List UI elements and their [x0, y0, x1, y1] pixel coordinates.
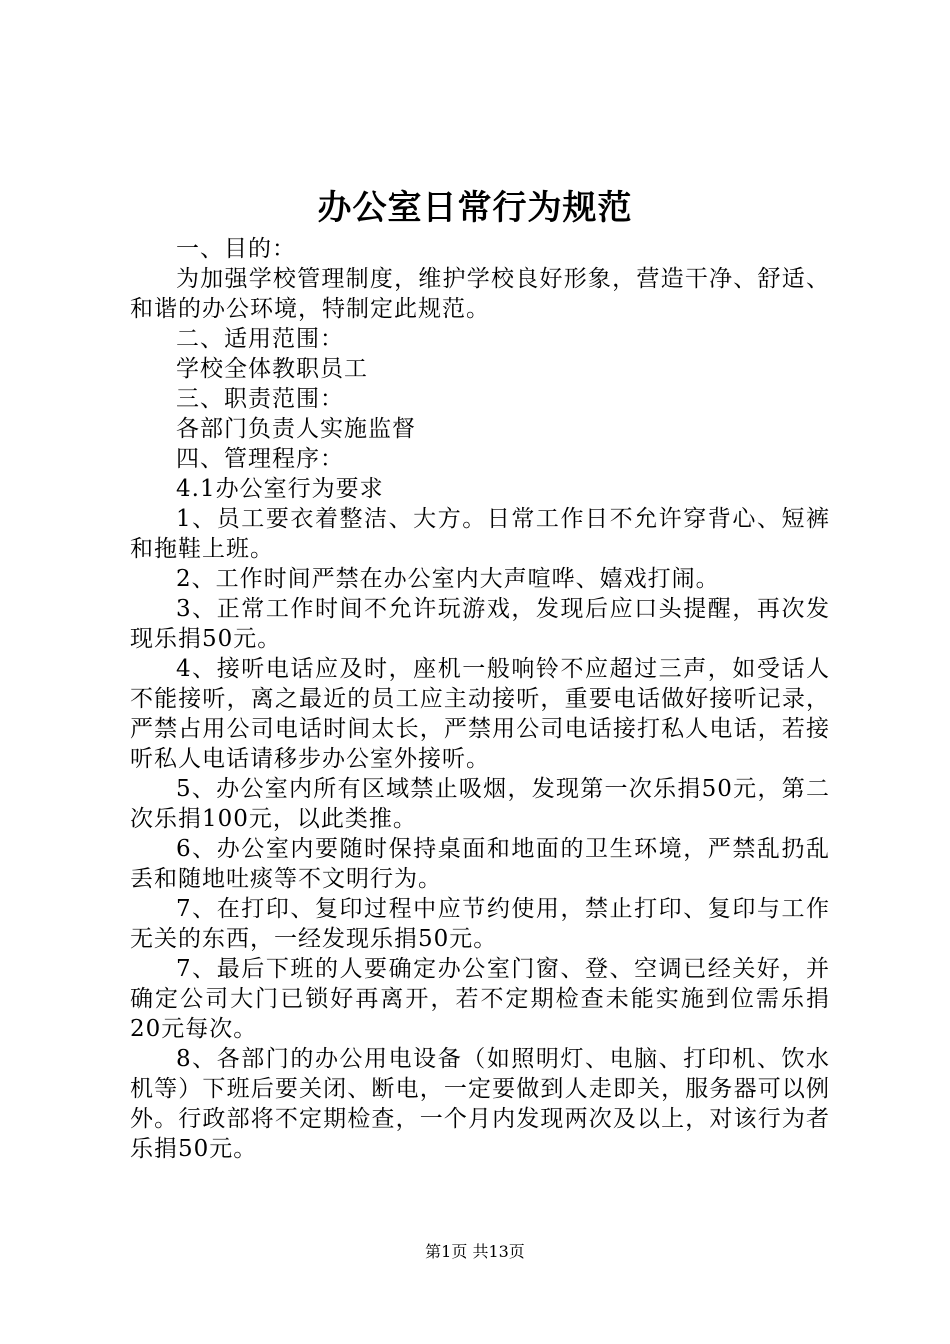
document-title: 办公室日常行为规范 [317, 188, 633, 228]
rule-item: 2、工作时间严禁在办公室内大声喧哗、嬉戏打闹。 [176, 566, 720, 592]
subsection-heading-office-behavior: 4.1办公室行为要求 [176, 476, 384, 502]
rule-item: 1、员工要衣着整洁、大方。日常工作日不允许穿背心、短裤和拖鞋上班。 [130, 506, 830, 562]
rule-item: 8、各部门的办公用电设备（如照明灯、电脑、打印机、饮水机等）下班后要关闭、断电，一定要做到人走即关，服务器可以例外。行政部将不定期检查，一个月内发现两次及以上，对该行为者乐捐50元。 [130, 1046, 830, 1162]
document-body [130, 234, 830, 1164]
rule-item: 7、最后下班的人要确定办公室门窗、登、空调已经关好，并确定公司大门已锁好再离开，若不定期检查未能实施到位需乐捐20元每次。 [130, 956, 830, 1042]
paragraph-purpose: 为加强学校管理制度，维护学校良好形象，营造干净、舒适、和谐的办公环境，特制定此规范。 [130, 266, 830, 322]
section-heading-responsibility: 三、职责范围： [176, 386, 344, 412]
rule-item: 4、接听电话应及时，座机一般响铃不应超过三声，如受话人不能接听，离之最近的员工应主动接听，重要电话做好接听记录，严禁占用公司电话时间太长，严禁用公司电话接打私人电话，若接听私人电话请移步办公室外接听。 [130, 656, 830, 772]
page-number-footer: 第1页 共13页 [425, 1242, 525, 1261]
paragraph-responsibility: 各部门负责人实施监督 [176, 416, 416, 442]
section-heading-procedure: 四、管理程序： [176, 446, 344, 472]
rule-item: 6、办公室内要随时保持桌面和地面的卫生环境，严禁乱扔乱丢和随地吐痰等不文明行为。 [130, 836, 830, 892]
section-heading-scope: 二、适用范围： [176, 326, 344, 352]
paragraph-scope: 学校全体教职员工 [176, 356, 368, 382]
rule-item: 7、在打印、复印过程中应节约使用，禁止打印、复印与工作无关的东西，一经发现乐捐50元。 [130, 896, 830, 952]
section-heading-purpose: 一、目的： [176, 236, 296, 262]
rule-item: 5、办公室内所有区域禁止吸烟，发现第一次乐捐50元，第二次乐捐100元，以此类推。 [130, 776, 830, 832]
rule-item: 3、正常工作时间不允许玩游戏，发现后应口头提醒，再次发现乐捐50元。 [130, 596, 830, 652]
